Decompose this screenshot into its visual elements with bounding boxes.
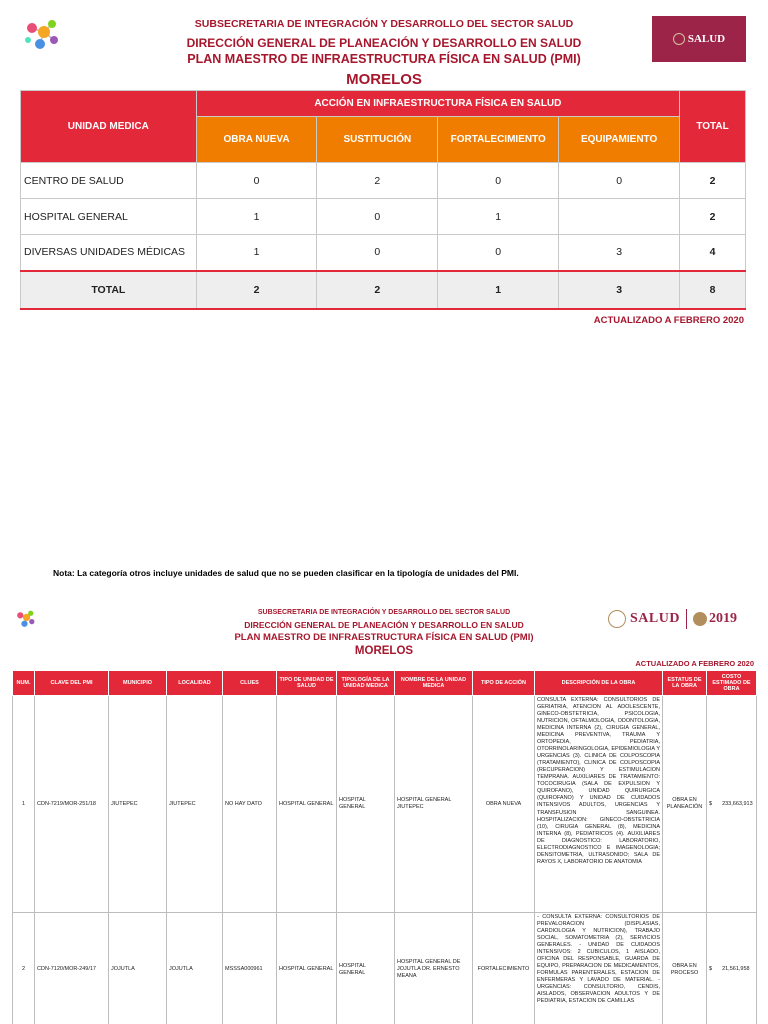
col-header-descripcion: DESCRIPCIÓN DE LA OBRA bbox=[535, 671, 663, 696]
col-header-clave: CLAVE DEL PMI bbox=[35, 671, 109, 696]
cell-total: 2 bbox=[680, 163, 746, 199]
cell-nombre: HOSPITAL GENERAL JIUTEPEC bbox=[395, 696, 473, 913]
table-row bbox=[21, 163, 746, 199]
cell-num: 1 bbox=[13, 696, 35, 913]
eagle-seal-icon bbox=[608, 610, 626, 628]
cell-descripcion: CONSULTA EXTERNA: CONSULTORIOS DE GERIATRIA, ATENCION AL ADOLESCENTE, GINECO-OBSTETRICIA, PSICOLOGIA, NUTRICION, OFTALMOLOGIA, ODONTOLOGIA, MEDICINA INTERNA (2), CIRUGIA GENERAL, MEDICINA PREVENTIVA, TRAUMA Y ORTOPEDIA, PEDIATRIA, OTORRINOLARINGOLOGIA, EPIDEMIOLOGIA Y URGENCIAS (3). CLINICA DE COLPOSCOPIA (TRATAMIENTO), CLINICA DE COLPOSCOPIA (RECUPERACION) Y ESTIMULACION TEMPRANA. AUXILIARES DE TRATAMIENTO: TOCOCIRUGIA (SALA DE EXPULSION Y QUIROFANO), UNIDAD QUIRURGICA (QUIROFANO) Y UNIDAD DE CUIDADOS INTENSIVOS ADULTOS, URGENCIAS Y TRANSFUSION SANGUINEA. HOSPITALIZACION: GINECO-OBSTETRICIA (10), CIRUGIA GENERAL (8), MEDICINA INTERNA (8), PEDIATRICOS (4). AUXILIARES DE DIAGNOSTICO: LABORATORIO, ELECTRODIAGNOSTICO E IMAGENOLOGIA; DENSITOMETRIA, ULTRASONIDO; SALA DE RAYOS X, LABORATORIO DE ANATOMIA bbox=[535, 696, 663, 913]
cell-clave: CDN-7219/MOR-251/18 bbox=[35, 696, 109, 913]
col-header-unidad-medica: UNIDAD MEDICA bbox=[21, 91, 197, 163]
currency-sign: $ bbox=[709, 800, 713, 807]
cell-municipio: JIUTEPEC bbox=[109, 696, 167, 913]
col-header-clues: CLUES bbox=[223, 671, 277, 696]
cell-fortalecimiento: 0 bbox=[438, 163, 559, 199]
col-header-estatus: ESTATUS DE LA OBRA bbox=[663, 671, 707, 696]
cell-tipologia: HOSPITAL GENERAL bbox=[337, 913, 395, 1024]
salud-logo-text: SALUD bbox=[630, 611, 680, 626]
total-obra-nueva: 2 bbox=[196, 271, 317, 309]
state-heading: MORELOS bbox=[354, 645, 414, 657]
col-header-total: TOTAL bbox=[680, 91, 746, 163]
subsecretaria-heading: SUBSECRETARIA DE INTEGRACIÓN Y DESARROLLO DEL SECTOR SALUD bbox=[194, 18, 574, 30]
table-row bbox=[13, 696, 757, 913]
col-header-costo: COSTO ESTIMADO DE OBRA bbox=[707, 671, 757, 696]
cell-clues: MSSSA000961 bbox=[223, 913, 277, 1024]
cell-tipo-accion: FORTALECIMIENTO bbox=[473, 913, 535, 1024]
col-header-fortalecimiento: FORTALECIMIENTO bbox=[438, 117, 559, 163]
total-equipamiento: 3 bbox=[559, 271, 680, 309]
table-row bbox=[21, 199, 746, 235]
unit-name: DIVERSAS UNIDADES MÉDICAS bbox=[21, 235, 197, 271]
total-total: 8 bbox=[680, 271, 746, 309]
col-header-municipio: MUNICIPIO bbox=[109, 671, 167, 696]
table-row bbox=[13, 913, 757, 1024]
total-label: TOTAL bbox=[21, 271, 197, 309]
cell-total: 4 bbox=[680, 235, 746, 271]
cell-equipamiento bbox=[559, 199, 680, 235]
subsecretaria-heading: SUBSECRETARIA DE INTEGRACIÓN Y DESARROLLO DEL SECTOR SALUD bbox=[257, 609, 511, 616]
col-header-sustitucion: SUSTITUCIÓN bbox=[317, 117, 438, 163]
col-header-equipamiento: EQUIPAMIENTO bbox=[559, 117, 680, 163]
updated-date: ACTUALIZADO A FEBRERO 2020 bbox=[593, 315, 744, 326]
cell-clave: CDN-7120/MOR-249/17 bbox=[35, 913, 109, 1024]
footnote: Nota: La categoría otros incluye unidades de salud que no se pueden clasificar en la tipología de unidades del PMI. bbox=[53, 568, 519, 578]
cell-equipamiento: 3 bbox=[559, 235, 680, 271]
updated-date: ACTUALIZADO A FEBRERO 2020 bbox=[635, 659, 754, 668]
cell-tipo-unidad: HOSPITAL GENERAL bbox=[277, 696, 337, 913]
unit-name: CENTRO DE SALUD bbox=[21, 163, 197, 199]
cell-num: 2 bbox=[13, 913, 35, 1024]
cell-sustitucion: 0 bbox=[317, 199, 438, 235]
cost-value: 233,663,913 bbox=[722, 800, 753, 807]
direccion-heading: DIRECCIÓN GENERAL DE PLANEACIÓN Y DESARROLLO EN SALUD bbox=[244, 620, 524, 630]
cell-equipamiento: 0 bbox=[559, 163, 680, 199]
salud-2019-logo bbox=[608, 609, 737, 629]
total-row bbox=[21, 271, 746, 309]
col-header-obra-nueva: OBRA NUEVA bbox=[196, 117, 317, 163]
salud-logo-text: SALUD bbox=[687, 33, 726, 45]
cell-sustitucion: 2 bbox=[317, 163, 438, 199]
col-header-tipo-unidad: TIPO DE UNIDAD DE SALUD bbox=[277, 671, 337, 696]
currency-sign: $ bbox=[709, 966, 713, 973]
cell-obra-nueva: 1 bbox=[196, 235, 317, 271]
state-heading: MORELOS bbox=[346, 71, 422, 88]
cell-municipio: JOJUTLA bbox=[109, 913, 167, 1024]
cell-tipo-unidad: HOSPITAL GENERAL bbox=[277, 913, 337, 1024]
plan-heading: PLAN MAESTRO DE INFRAESTRUCTURA FÍSICA EN SALUD (PMI) bbox=[234, 632, 534, 643]
cell-fortalecimiento: 1 bbox=[438, 199, 559, 235]
table-row bbox=[21, 235, 746, 271]
cost-value: 21,561,958 bbox=[722, 966, 750, 973]
plan-heading: PLAN MAESTRO DE INFRAESTRUCTURA FÍSICA EN SALUD (PMI) bbox=[187, 52, 581, 66]
col-header-nombre: NOMBRE DE LA UNIDAD MEDICA bbox=[395, 671, 473, 696]
zapata-emblem-icon bbox=[693, 612, 707, 626]
cell-tipologia: HOSPITAL GENERAL bbox=[337, 696, 395, 913]
total-fortalecimiento: 1 bbox=[438, 271, 559, 309]
cell-estatus: OBRA EN PROCESO bbox=[663, 913, 707, 1024]
projects-table bbox=[12, 670, 757, 1024]
cell-tipo-accion: OBRA NUEVA bbox=[473, 696, 535, 913]
cell-localidad: JIUTEPEC bbox=[167, 696, 223, 913]
cell-costo bbox=[707, 696, 757, 913]
cell-costo bbox=[707, 913, 757, 1024]
cell-obra-nueva: 0 bbox=[196, 163, 317, 199]
group-header-accion: ACCIÓN EN INFRAESTRUCTURA FÍSICA EN SALUD bbox=[196, 91, 679, 117]
total-sustitucion: 2 bbox=[317, 271, 438, 309]
col-header-num: NUM. bbox=[13, 671, 35, 696]
cell-fortalecimiento: 0 bbox=[438, 235, 559, 271]
cell-localidad: JOJUTLA bbox=[167, 913, 223, 1024]
logo-divider bbox=[686, 609, 687, 629]
unit-name: HOSPITAL GENERAL bbox=[21, 199, 197, 235]
cell-estatus: OBRA EN PLANEACIÓN bbox=[663, 696, 707, 913]
col-header-tipo-accion: TIPO DE ACCIÓN bbox=[473, 671, 535, 696]
cell-sustitucion: 0 bbox=[317, 235, 438, 271]
year-logo-text: 2019 bbox=[708, 611, 737, 626]
summary-table bbox=[20, 90, 746, 310]
cell-descripcion: - CONSULTA EXTERNA: CONSULTORIOS DE PREVALORACION (DISPLASIAS, CARDIOLOGIA Y NUTRICION), TRABAJO SOCIAL, SOMATOMETRIA (2), SERVICIOS GENERALES. - UNIDAD DE CUIDADOS INTENSIVOS: 2 CUBICULOS, 1 AISLADO, OFICINA DEL RESPONSABLE, GUARDA DE EQUIPO, PREPARACION DE MEDICAMENTOS, FORMULAS PARENTERALES, ESTACION DE ENFERMERAS Y LAVADO DE MATERIAL. - URGENCIAS: CONSULTORIO, CENDIS, AISLADOS, OBSERVACION ADULTOS Y DE PEDIATRIA, ESTACION DE CAMILLAS bbox=[535, 913, 663, 1024]
direccion-heading: DIRECCIÓN GENERAL DE PLANEACIÓN Y DESARROLLO EN SALUD bbox=[186, 36, 582, 50]
col-header-tipologia: TIPOLOGÍA DE LA UNIDAD MEDICA bbox=[337, 671, 395, 696]
cell-nombre: HOSPITAL GENERAL DE JOJUTLA DR. ERNESTO MEANA bbox=[395, 913, 473, 1024]
cell-total: 2 bbox=[680, 199, 746, 235]
cell-clues: NO HAY DATO bbox=[223, 696, 277, 913]
col-header-localidad: LOCALIDAD bbox=[167, 671, 223, 696]
cell-obra-nueva: 1 bbox=[196, 199, 317, 235]
